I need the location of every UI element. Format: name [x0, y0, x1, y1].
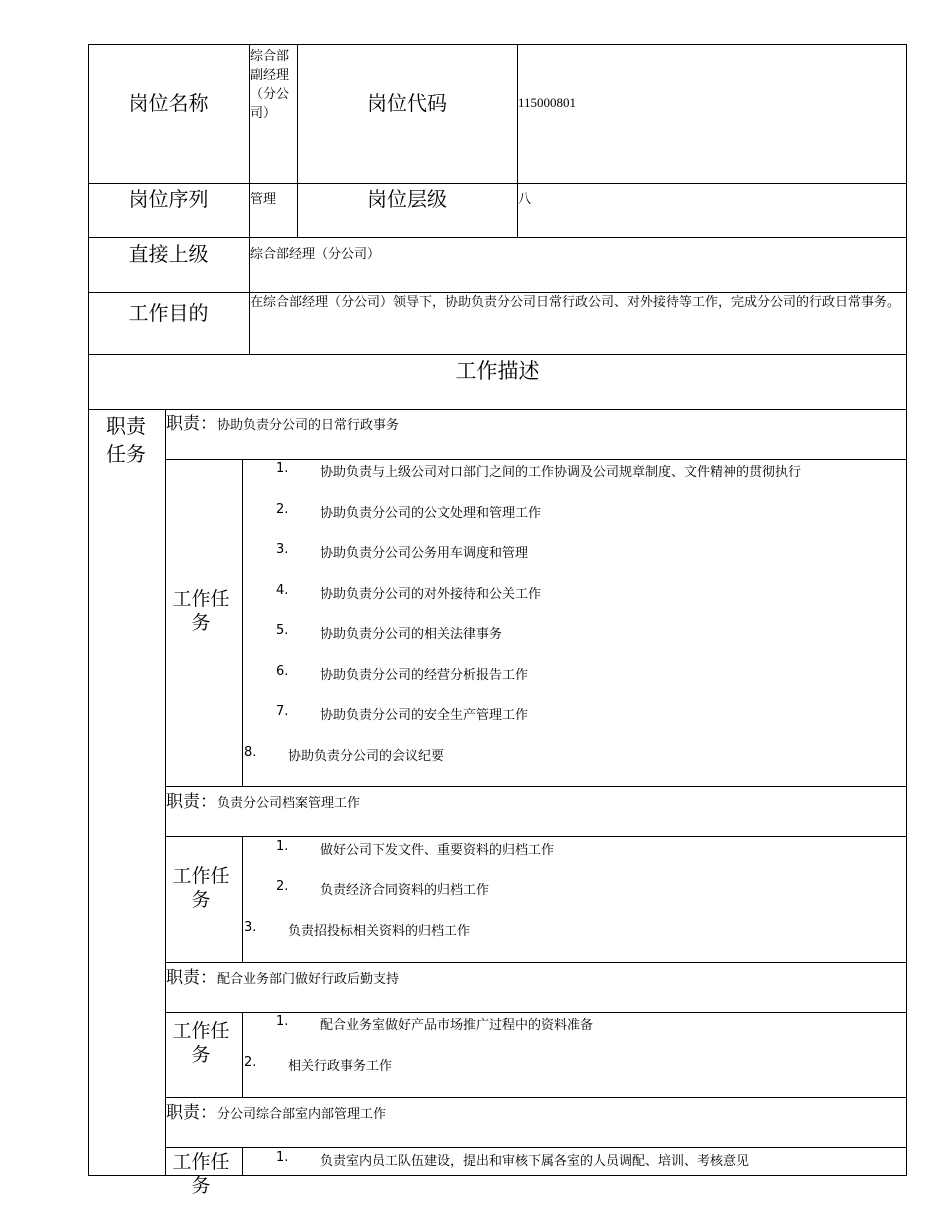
- task-text: 协助负责分公司公务用车调度和管理: [320, 546, 529, 561]
- section-title: 工作描述: [455, 359, 540, 383]
- duty-prefix: 职责：: [166, 968, 217, 988]
- post-code-value: 115000801: [518, 95, 577, 110]
- duty-text: 协助负责分公司的日常行政事务: [217, 418, 400, 433]
- task-text: 协助负责与上级公司对口部门之间的工作协调及公司规章制度、文件精神的贯彻执行: [320, 465, 802, 480]
- post-name-label: 岗位名称: [128, 91, 209, 115]
- duty-prefix: 职责：: [166, 1103, 217, 1123]
- task-number: 3.: [244, 920, 257, 935]
- task-text: 负责经济合同资料的归档工作: [320, 883, 490, 898]
- duty-text: 分公司综合部室内部管理工作: [217, 1107, 387, 1122]
- task-number: 6.: [276, 664, 289, 679]
- duty-prefix: 职责：: [166, 414, 217, 434]
- task-label: 工作任务: [172, 588, 230, 634]
- duty-row: [166, 412, 399, 438]
- post-level-label: 岗位层级: [367, 187, 447, 211]
- superior-label: 直接上级: [128, 242, 209, 266]
- task-text: 协助负责分公司的公文处理和管理工作: [320, 506, 542, 521]
- task-text: 做好公司下发文件、重要资料的归档工作: [320, 843, 555, 858]
- task-number: 5.: [276, 623, 289, 638]
- duty-row: [166, 790, 360, 816]
- post-series-label: 岗位序列: [128, 187, 209, 211]
- task-text: 相关行政事务工作: [288, 1059, 393, 1074]
- task-text: 负责室内员工队伍建设，提出和审核下属各室的人员调配、培训、考核意见: [320, 1154, 750, 1169]
- task-number: 1.: [276, 1150, 289, 1165]
- task-number: 7.: [276, 704, 289, 719]
- task-label: 工作任务: [172, 865, 230, 911]
- task-number: 1.: [276, 839, 289, 854]
- duty-prefix: 职责：: [166, 792, 217, 812]
- task-number: 8.: [244, 745, 257, 760]
- duty-row: [166, 966, 399, 992]
- task-text: 协助负责分公司的对外接待和公关工作: [320, 587, 542, 602]
- purpose-label: 工作目的: [128, 301, 209, 325]
- task-text: 协助负责分公司的经营分析报告工作: [320, 668, 529, 683]
- post-series-value: 管理: [250, 192, 277, 207]
- task-label: 工作任务: [172, 1020, 230, 1066]
- task-text: 负责招投标相关资料的归档工作: [288, 924, 471, 939]
- post-code-label: 岗位代码: [367, 91, 447, 115]
- task-number: 4.: [276, 583, 289, 598]
- duty-text: 负责分公司档案管理工作: [217, 796, 361, 811]
- task-number: 2.: [244, 1055, 257, 1070]
- task-text: 协助负责分公司的相关法律事务: [320, 627, 503, 642]
- task-number: 3.: [276, 542, 289, 557]
- purpose-value: 在综合部经理（分公司）领导下，协助负责分公司日常行政公司、对外接待等工作，完成分公司的行政日常事务。: [250, 295, 901, 310]
- task-text: 协助负责分公司的安全生产管理工作: [320, 708, 529, 723]
- task-number: 1.: [276, 461, 289, 476]
- task-text: 配合业务室做好产品市场推广过程中的资料准备: [320, 1018, 594, 1033]
- duty-row: [166, 1101, 386, 1127]
- superior-value: 综合部经理（分公司）: [250, 247, 381, 262]
- duty-text: 配合业务部门做好行政后勤支持: [217, 972, 400, 987]
- post-level-value: 八: [518, 192, 532, 207]
- task-number: 2.: [276, 502, 289, 517]
- task-number: 2.: [276, 879, 289, 894]
- side-label: 职责任务: [106, 414, 146, 466]
- post-name-value: 综合部副经理（分公司）: [250, 49, 290, 121]
- task-label: 工作任务: [172, 1151, 230, 1197]
- task-text: 协助负责分公司的会议纪要: [288, 749, 445, 764]
- task-number: 1.: [276, 1014, 289, 1029]
